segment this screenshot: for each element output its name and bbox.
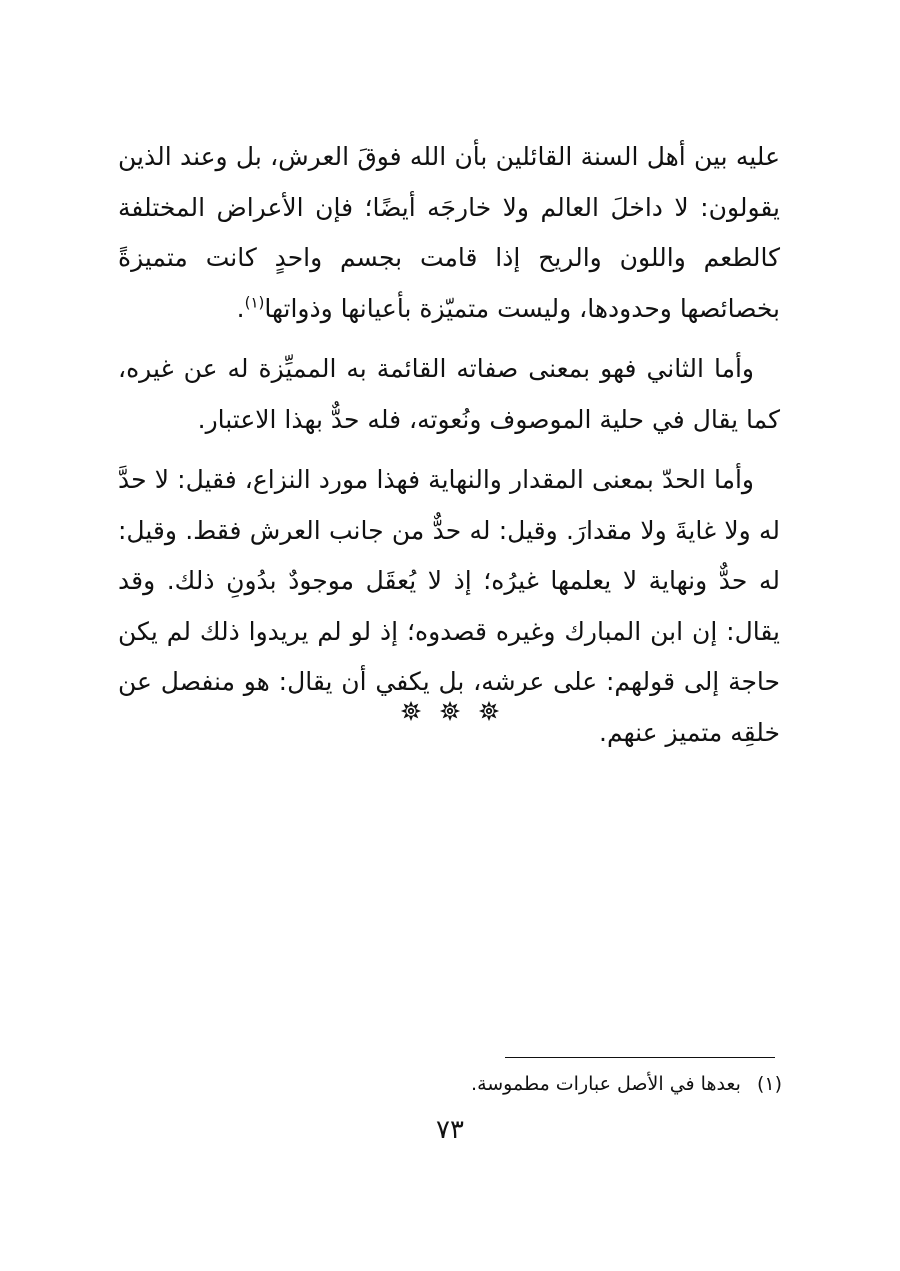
flower-ornament-icon (478, 700, 500, 722)
paragraph-1-end: . (236, 293, 245, 323)
footnote-reference[interactable]: (١) (244, 293, 265, 312)
paragraph-1 (118, 132, 780, 334)
flower-ornament-icon (400, 700, 422, 722)
footnote-divider (505, 1057, 775, 1058)
flower-ornament-icon (439, 700, 461, 722)
section-divider (0, 700, 900, 726)
paragraph-1-text: عليه بين أهل السنة القائلين بأن الله فوقَ العرش، بل وعند الذين يقولون: لا داخلَ العالم ولا خارجَه أيضًا؛ فإن الأعراض المختلفة كالطعم واللون والريح إذا قامت بجسم واحدٍ كانت متميزةً بخصائصها وحدودها، وليست متميّزة بأعيانها وذواتها (118, 142, 780, 323)
footnote-number: (١) (756, 1073, 782, 1095)
page-number: ٧٣ (436, 1115, 464, 1145)
footnote (282, 1068, 782, 1100)
paragraph-2: وأما الثاني فهو بمعنى صفاته القائمة به المميِّزة له عن غيره، كما يقال في حلية الموصوف ونُعوته، فله حدٌّ بهذا الاعتبار. (118, 354, 780, 434)
main-text (118, 132, 780, 768)
footnote-text: بعدها في الأصل عبارات مطموسة. (471, 1073, 741, 1095)
paragraph-3: وأما الحدّ بمعنى المقدار والنهاية فهذا مورد النزاع، فقيل: لا حدَّ له ولا غايةَ ولا مقدارَ. وقيل: له حدٌّ من جانب العرش فقط. وقيل: له حدٌّ ونهاية لا يعلمها غيرُه؛ إذ لا يُعقَل موجودٌ بدُونِ ذلك. وقد يقال: إن ابن المبارك وغيره قصدوه؛ إذ لو لم يريدوا ذلك لم يكن حاجة إلى قولهم: على عرشه، بل يكفي أن يقال: هو منفصل عن خلقِه متميز عنهم. (118, 465, 780, 747)
